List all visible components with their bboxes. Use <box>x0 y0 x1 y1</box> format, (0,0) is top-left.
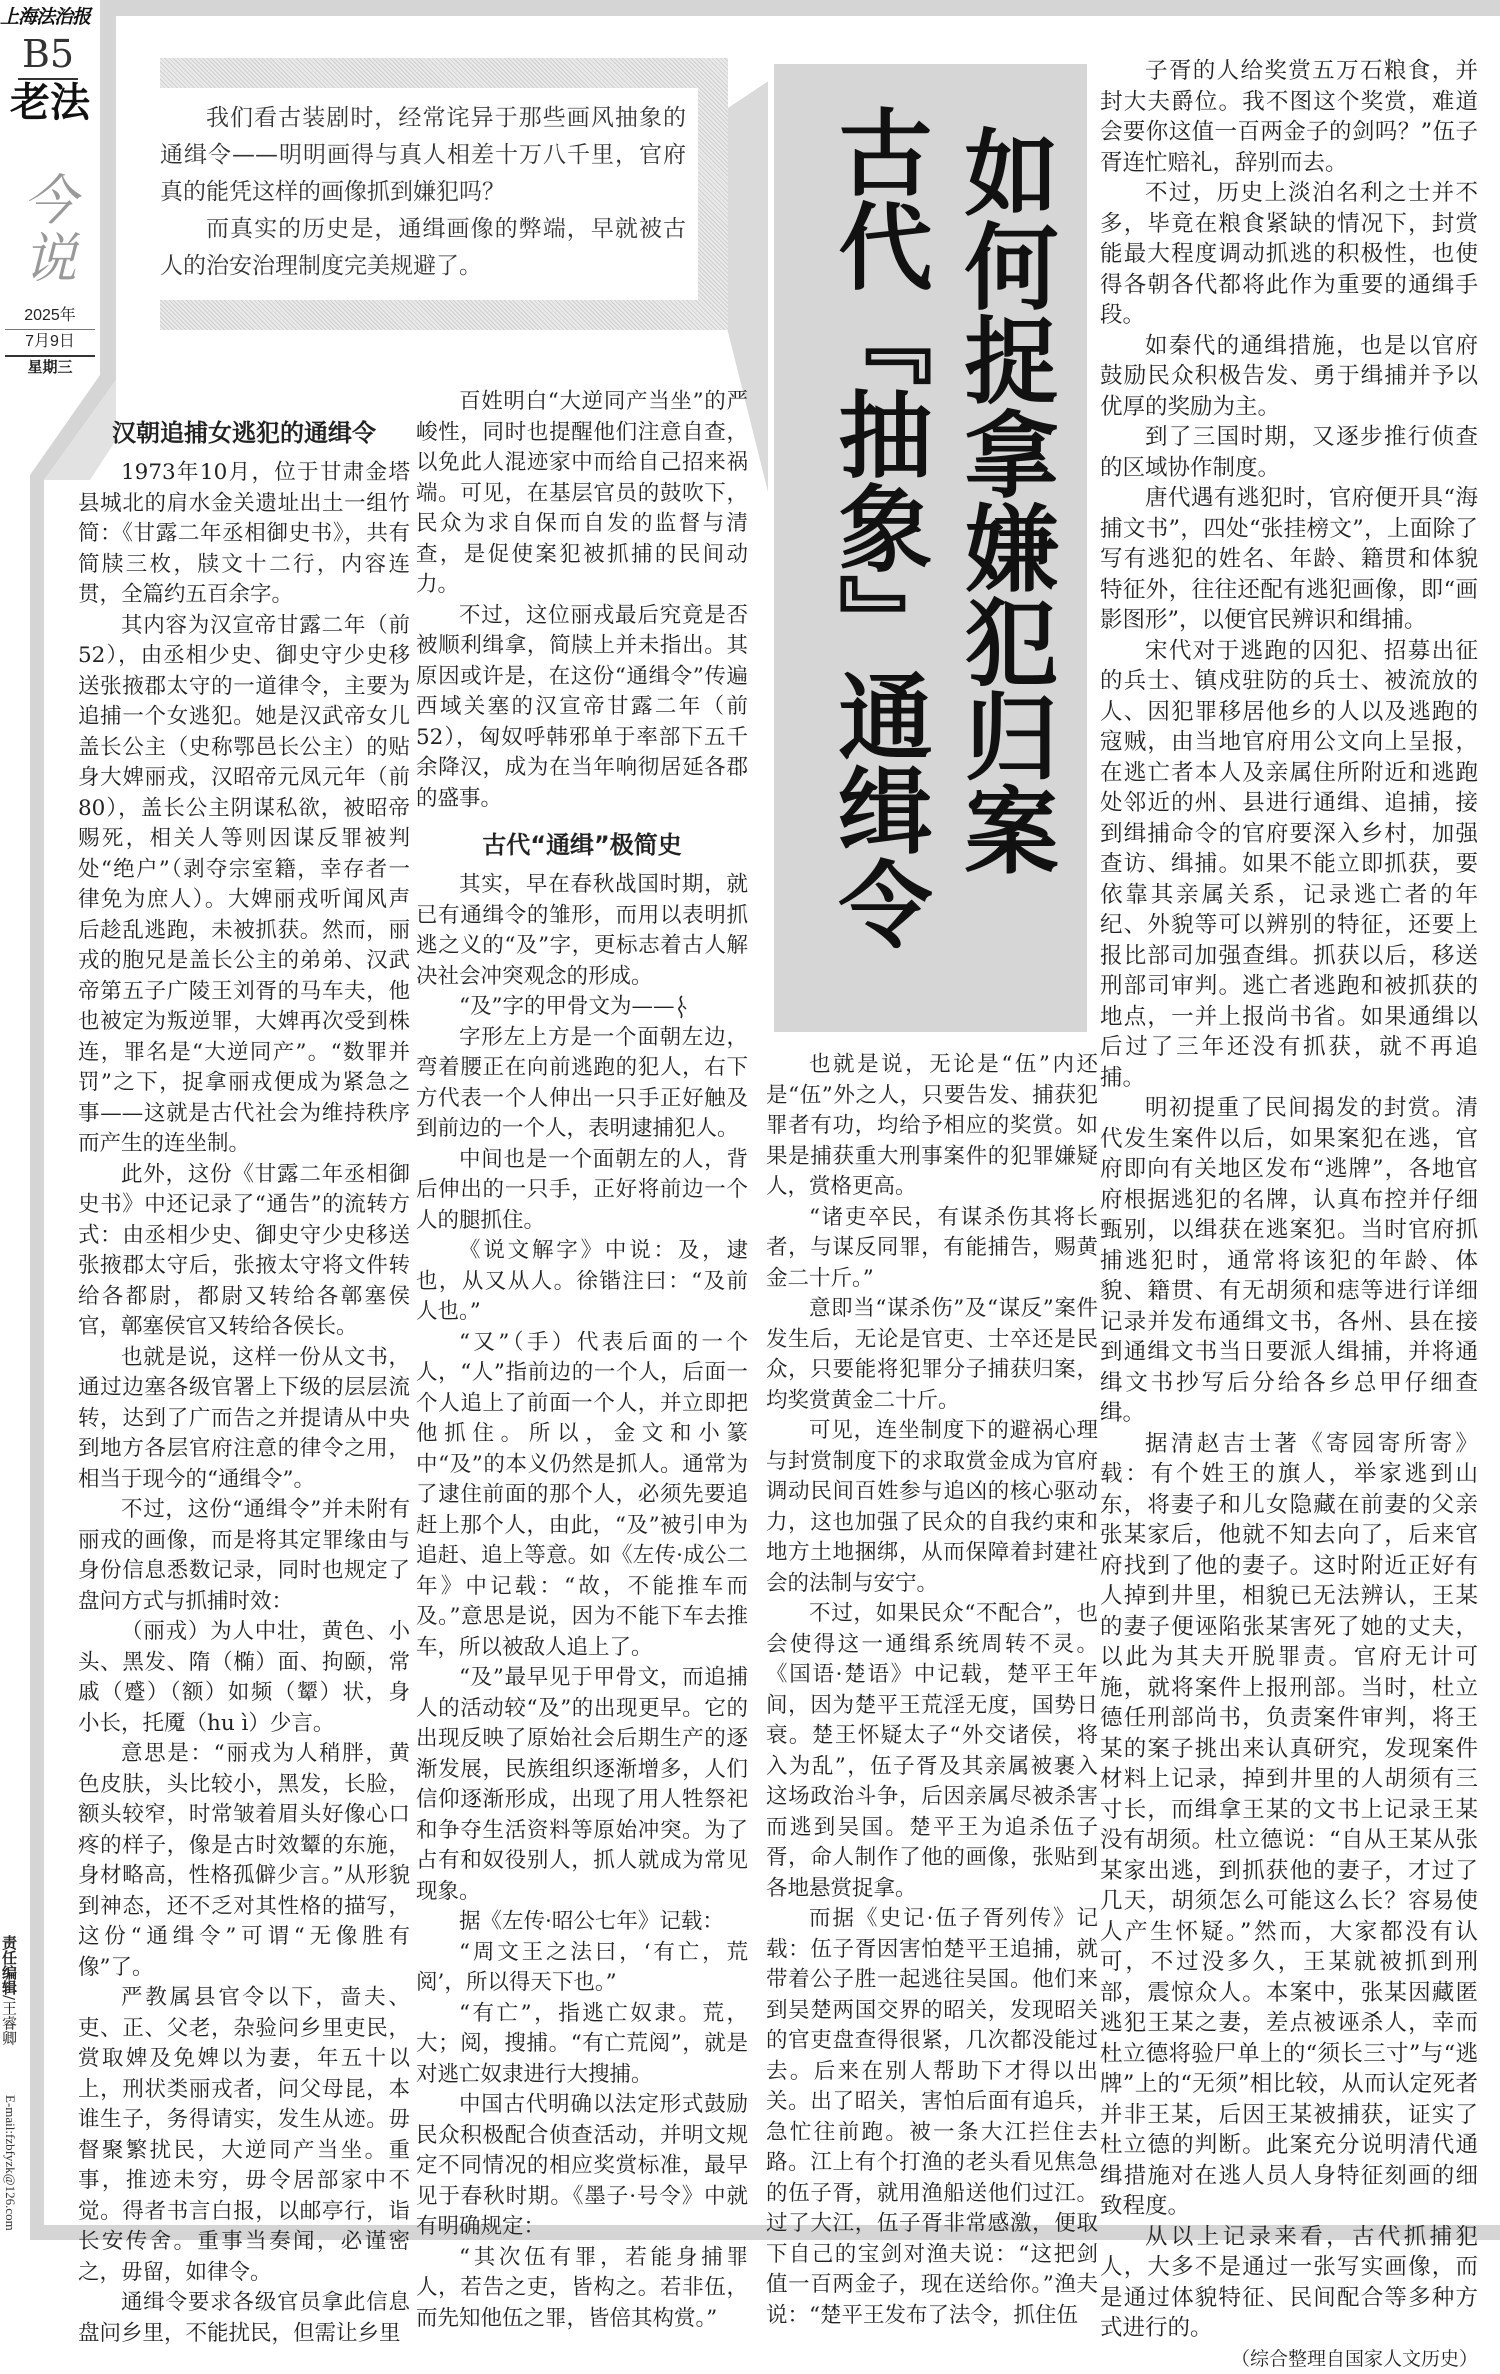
article-paragraph <box>416 2090 748 2243</box>
paragraph-text: 严教属县官令以下，啬夫、吏、正、父老，杂验问乡里吏民，赏取婢及免婢以为妻，年五十以上，刑状类丽戎者，问父母昆，本谁生子，务得请实，发生从迹。毋督聚繁扰民，大逆同产当坐。重事，推迹未穷，毋令居部家中不觉。得者书言白报，以邮亭行，诣长安传舍。重事当奏闻，必谨密之，毋留，如律令。 <box>78 1985 410 2285</box>
issue-weekday: 星期三 <box>5 356 95 377</box>
paragraph-text: 也就是说，无论是“伍”内还是“伍”外之人，只要告发、捕获犯罪者有功，均给予相应的奖赏。如果是捕获重大刑事案件的犯罪嫌疑人，赏格更高。 <box>766 1052 1098 1199</box>
article-paragraph <box>1100 178 1478 331</box>
paragraph-list <box>416 870 748 2334</box>
paragraph-text: 而据《史记·伍子胥列传》记载：伍子胥因害怕楚平王追捕，就带着公子胜一起逃往吴国。他们来到吴楚两国交界的昭关，发现昭关的官吏盘查得很紧，几次都没能过去。后来在别人帮助下才得以出关。出了昭关，害怕后面有追兵，急忙往前跑。被一条大江拦住去路。江上有个打渔的老头看见焦急的伍子胥，就用渔船送他们过江。过了大江，伍子胥非常感激，便取下自己的宝剑对渔夫说：“这把剑值一百两金子，现在送给你。”渔夫说：“楚平王发布了法令，抓住伍 <box>766 1906 1098 2328</box>
paragraph-text: 1973年10月，位于甘肃金塔县城北的肩水金关遗址出土一组竹简：《甘露二年丞相御史书》，共有简牍三枚，牍文十二行，内容连贯，全篇约五百余字。 <box>78 460 410 607</box>
paragraph-text: 意即当“谋杀伤”及“谋反”案件发生后，无论是官吏、士卒还是民众，只要能将犯罪分子捕获归案，均奖赏黄金二十斤。 <box>766 1296 1098 1413</box>
article-paragraph <box>1100 483 1478 636</box>
article-paragraph <box>416 1236 748 1328</box>
article-paragraph <box>766 1904 1098 2331</box>
paragraph-text: 宋代对于逃跑的囚犯、招募出征的兵士、镇戍驻防的兵士、被流放的人、因犯罪移居他乡的人以及逃跑的寇贼，由当地官府用公文向上呈报，在逃亡者本人及亲属住所附近和逃跑处邻近的州、县进行通缉、追捕，接到缉捕命令的官府要深入乡村，加强查访、缉捕。如果不能立即抓获，要依靠其亲属关系，记录逃亡者的年纪、外貌等可以辨别的特征，还要上报比部司加强查缉。抓获以后，移送刑部司审判。逃亡者逃跑和被抓获的地点，一并上报尚书省。如果通缉以后过了三年还没有抓获，就不再追捕。 <box>1100 638 1478 1091</box>
article-paragraph <box>1100 331 1478 423</box>
paragraph-text: 不过，历史上淡泊名利之士并不多，毕竟在粮食紧缺的情况下，封赏能最大程度调动抓逃的积极性，也使得各朝各代都将此作为重要的通缉手段。 <box>1100 180 1478 328</box>
article-paragraph <box>78 1983 410 2288</box>
paragraph-text: 其实，早在春秋战国时期，就已有通缉令的雏形，而用以表明抓逃之义的“及”字，更标志着古人解决社会冲突观念的形成。 <box>416 872 748 989</box>
paragraph-text: 据清赵吉士著《寄园寄所寄》载：有个姓王的旗人，举家逃到山东，将妻子和儿女隐藏在前妻的父亲张某家后，他就不知去向了，后来官府找到了他的妻子。这时附近正好有人掉到井里，相貌已无法辨认，王某的妻子便诬陷张某害死了她的丈夫，以此为其夫开脱罪责。官府无计可施，就将案件上报刑部。当时，杜立德任刑部尚书，负责案件审判，将王某的案子挑出来认真研究，发现案件材料上记录，掉到井里的人胡须有三寸长，而缉拿王某的文书上记录王某没有胡须。杜立德说：“自从王某从张某家出逃，到抓获他的妻子，才过了几天，胡须怎么可能这么长？容易使人产生怀疑。”然而，大家都没有认可，不过没多久，王某就被抓到刑部，震惊众人。本案中，张某因藏匿逃犯王某之妻，差点被诬杀人，幸而杜立德将验尸单上的“须长三寸”与“逃牌”上的“无须”相比较，从而认定死者并非王某，后因王某被捕获，证实了杜立德的判断。此案充分说明清代通缉措施对在逃人员人身特征刻画的细致程度。 <box>1100 1431 1478 2220</box>
article-paragraph <box>416 2243 748 2335</box>
article-paragraph <box>1100 422 1478 483</box>
article-paragraph <box>416 1999 748 2091</box>
paragraph-text: 中国古代明确以法定形式鼓励民众积极配合侦查活动，并明文规定不同情况的相应奖赏标准，最早见于春秋时期。《墨子·号令》中就有明确规定： <box>416 2092 748 2239</box>
article-paragraph <box>416 601 748 815</box>
paragraph-text: 意思是：“丽戎为人稍胖，黄色皮肤，头比较小，黑发，长脸，额头较窄，时常皱着眉头好像心口疼的样子，像是古时效颦的东施，身材略高，性格孤僻少言。”从形貌到神态，还不乏对其性格的描写，这份“通缉令”可谓“无像胜有像”了。 <box>78 1741 410 1980</box>
paragraph-text: 其内容为汉宣帝甘露二年（前52），由丞相少史、御史守少史移送张掖郡太守的一道律令，主要为追捕一个女逃犯。她是汉武帝女儿盖长公主（史称鄂邑长公主）的贴身大婢丽戎，汉昭帝元凤元年（前80），盖长公主阴谋私欲，被昭帝赐死，相关人等则因谋反罪被判处“绝户”（剥夺宗室籍，幸存者一律免为庶人）。大婢丽戎听闻风声后趁乱逃跑，未被抓获。然而，丽戎的胞兄是盖长公主的弟弟、汉武帝第五子广陵王刘胥的马车夫，他也被定为叛逆罪，大婢再次受到株连，罪名是“大逆同产”。“数罪并罚”之下，捉拿丽戎便成为紧急之事——这就是古代社会为维持秩序而产生的连坐制。 <box>78 613 410 1157</box>
paragraph-text: 百姓明白“大逆同产当坐”的严峻性，同时也提醒他们注意自查，以免此人混迹家中而给自己招来祸端。可见，在基层官员的鼓吹下，民众为求自保而自发的监督与清查，是促使案犯被抓捕的民间动力。 <box>416 389 748 597</box>
article-paragraph <box>78 1343 410 1496</box>
article-paragraph <box>416 1663 748 1907</box>
paragraph-text: 通缉令要求各级官员拿此信息盘问乡里，不能扰民，但需让乡里 <box>78 2290 410 2346</box>
paragraph-text: 到了三国时期，又逐步推行侦查的区域协作制度。 <box>1100 424 1478 481</box>
article-column-4 <box>1100 56 1478 2374</box>
issue-year: 2025年 <box>5 302 95 330</box>
article-paragraph <box>78 1495 410 1617</box>
editor-label: 责任编辑 <box>0 1935 18 1995</box>
article-paragraph <box>78 458 410 611</box>
intro-paragraph: 而真实的历史是，通缉画像的弊端，早就被古人的治安治理制度完美规避了。 <box>160 211 686 285</box>
article-paragraph <box>766 1050 1098 1203</box>
headline-box <box>768 58 1093 1038</box>
article-paragraph <box>766 1599 1098 1904</box>
editor-email: E-mail:fzbfyzk@126.com <box>0 2095 18 2231</box>
paragraph-text: 从以上记录来看，古代抓捕犯人，大多不是通过一张写实画像，而是通过体貌特征、民间配合等多种方式进行的。 <box>1100 2224 1478 2342</box>
paragraph-list <box>78 458 410 2349</box>
issue-date: 7月9日 <box>5 328 95 357</box>
paragraph-text: 不过，如果民众“不配合”，也会使得这一通缉系统周转不灵。《国语·楚语》中记载，楚平王年间，因为楚平王荒淫无度，国势日衰。楚王怀疑太子“外交诸侯，将入为乱”，伍子胥及其亲属被裹入这场政治斗争，后因亲属尽被杀害而逃到吴国。楚平王为追杀伍子胥，命人制作了他的画像，张贴到各地悬赏捉拿。 <box>766 1601 1098 1901</box>
article-paragraph <box>416 1938 748 1999</box>
article-paragraph <box>766 1203 1098 1295</box>
paragraph-list <box>766 1050 1098 2331</box>
section-heading: 古代“通缉”极简史 <box>416 830 748 860</box>
article-paragraph <box>766 1294 1098 1416</box>
paragraph-text: “其次伍有罪，若能身捕罪人，若告之吏，皆构之。若非伍，而先知他伍之罪，皆倍其构赏。” <box>416 2245 748 2331</box>
article-paragraph <box>1100 2222 1478 2344</box>
paragraph-text: “及”字的甲骨文为—— <box>459 994 674 1019</box>
section-heading: 汉朝追捕女逃犯的通缉令 <box>78 418 410 448</box>
article-paragraph <box>78 2288 410 2349</box>
paragraph-text: 字形左上方是一个面朝左边，弯着腰正在向前逃跑的犯人，右下方代表一个人伸出一只手正好触及到前边的一个人，表明逮捕犯人。 <box>416 1025 748 1142</box>
article-column-2 <box>416 387 748 2334</box>
newspaper-logo: 上海法治报 <box>0 2 100 29</box>
paragraph-text: 此外，这份《甘露二年丞相御史书》中还记录了“通告”的流转方式：由丞相少史、御史守少史移送张掖郡太守后，张掖太守将文件转给各都尉，都尉又转给各鄣塞侯官，鄣塞侯官又转给各侯长。 <box>78 1162 410 1340</box>
article-column-3 <box>766 1050 1098 2331</box>
article-paragraph <box>78 611 410 1160</box>
paragraph-text: 不过，这位丽戎最后究竟是否被顺利缉拿，简牍上并未指出。其原因或许是，在这份“通缉令”传遍西域关塞的汉宣帝甘露二年（前52），匈奴呼韩邪单于率部下五千余降汉，成为在当年响彻居延各郡的盛事。 <box>416 603 748 811</box>
oracle-bone-ji-glyph-icon <box>674 994 688 1020</box>
paragraph-text: “又”（手）代表后面的一个人，“人”指前边的一个人，后面一个人追上了前面一个人，并立即把他抓住。所以，金文和小篆中“及”的本义仍然是抓人。通常为了逮住前面的那个人，必须先要追赶上那个人，由此，“及”被引申为追赶、追上等意。如《左传·成公二年》中记载：“故，不能推车而及。”意思是说，因为不能下车去推车，所以被敌人追上了。 <box>416 1330 748 1660</box>
column-name-calligraphy: 今说 <box>5 172 95 288</box>
article-paragraph <box>78 1160 410 1343</box>
paragraph-text: （丽戎）为人中壮，黄色、小头、黑发、隋（椭）面、拘颐，常戚（蹙）（额）如频（颦）状，身小长，托魇（hu ì）少言。 <box>78 1619 410 1736</box>
paragraph-text: 也就是说，这样一份从文书，通过边塞各级官署上下级的层层流转，达到了广而告之并提请从中央到地方各层官府注意的律令之用，相当于现今的“通缉令”。 <box>78 1345 410 1492</box>
paragraph-text: 明初提重了民间揭发的封赏。清代发生案件以后，如果案犯在逃，官府即向有关地区发布“逃牌”，各地官府根据逃犯的名牌，认真布控并仔细甄别，以缉获在逃案犯。当时官府抓捕逃犯时，通常将该犯的年龄、体貌、籍贯、有无胡须和痣等进行详细记录并发布通缉文书，各州、县在接到通缉文书当日要派人缉捕，并将通缉文书抄写后分给各乡总甲仔细查缉。 <box>1100 1095 1478 1426</box>
paragraph-text: 唐代遇有逃犯时，官府便开具“海捕文书”，四处“张挂榜文”，上面除了写有逃犯的姓名、年龄、籍贯和体貌特征外，往往还配有逃犯画像，即“画影图形”，以便官民辨识和缉捕。 <box>1100 485 1478 633</box>
source-credit: （综合整理自国家人文历史） <box>1100 2344 1478 2374</box>
article-paragraph <box>416 1023 748 1145</box>
article-paragraph <box>416 1907 748 1938</box>
page-number: B5 <box>18 32 78 80</box>
article-column-1 <box>78 412 410 2349</box>
paragraph-text: 不过，这份“通缉令”并未附有丽戎的画像，而是将其定罪缘由与身份信息悉数记录，同时也规定了盘问方式与抓捕时效： <box>78 1497 410 1614</box>
article-paragraph <box>1100 1093 1478 1429</box>
paragraph-list <box>416 387 748 814</box>
article-paragraph <box>1100 636 1478 1094</box>
paragraph-text: 可见，连坐制度下的避祸心理与封赏制度下的求取赏金成为官府调动民间百姓参与追凶的核心驱动力，这也加强了民众的自我约束和地方土地捆绑，从而保障着封建社会的法制与安宁。 <box>766 1418 1098 1596</box>
paragraph-text: “及”最早见于甲骨文，而追捕人的活动较“及”的出现更早。它的出现反映了原始社会后期生产的逐渐发展，民族组织逐渐增多，人们信仰逐渐形成，出现了用人牲祭祀和争夺生活资料等原始冲突。为了占有和奴役别人，抓人就成为常见现象。 <box>416 1665 748 1904</box>
article-paragraph <box>78 1617 410 1739</box>
paragraph-list <box>1100 56 1478 2344</box>
paragraph-text: 如秦代的通缉措施，也是以官府鼓励民众积极告发、勇于缉捕并予以优厚的奖励为主。 <box>1100 333 1478 420</box>
intro-paragraph: 我们看古装剧时，经常诧异于那些画风抽象的通缉令——明明画得与真人相差十万八千里，官府真的能凭这样的画像抓到嫌犯吗？ <box>160 100 686 211</box>
article-paragraph <box>416 870 748 992</box>
article-paragraph <box>78 1739 410 1983</box>
editor-credit <box>0 1935 18 2045</box>
article-paragraph <box>416 387 748 601</box>
article-paragraph <box>1100 56 1478 178</box>
intro-box <box>160 58 728 330</box>
paragraph-text: “周文王之法曰，‘有亡，荒阅’，所以得天下也。” <box>416 1940 748 1996</box>
article-paragraph <box>1100 1429 1478 2222</box>
intro-text <box>160 88 698 300</box>
article-paragraph <box>416 992 748 1023</box>
editor-name: /王睿卿 <box>0 1995 18 2045</box>
paragraph-text: 据《左传·昭公七年》记载： <box>459 1909 724 1934</box>
article-paragraph <box>416 1145 748 1237</box>
paragraph-text: 《说文解字》中说：及，逮也，从又从人。徐锴注曰：“及前人也。” <box>416 1238 748 1324</box>
paragraph-text: 子胥的人给奖赏五万石粮食，并封大夫爵位。我不图这个奖赏，难道会要你这值一百两金子的剑吗？”伍子胥连忙赔礼，辞别而去。 <box>1100 58 1478 176</box>
headline-main: 如何捉拿嫌犯归案 <box>953 124 1053 876</box>
article-paragraph <box>416 1328 748 1664</box>
article-paragraph <box>766 1416 1098 1599</box>
column-name: 老法 <box>10 82 90 124</box>
paragraph-text: “有亡”，指逃亡奴隶。荒，大；阅，搜捕。“有亡荒阅”，就是对逃亡奴隶进行大搜捕。 <box>416 2001 748 2087</box>
headline-sub: 古代『抽象』通缉令 <box>827 104 927 950</box>
paragraph-text: “诸吏卒民，有谋杀伤其将长者，与谋反同罪，有能捕告，赐黄金二十斤。” <box>766 1205 1098 1291</box>
paragraph-text: 中间也是一个面朝左的人，背后伸出的一只手，正好将前边一个人的腿抓住。 <box>416 1147 748 1233</box>
